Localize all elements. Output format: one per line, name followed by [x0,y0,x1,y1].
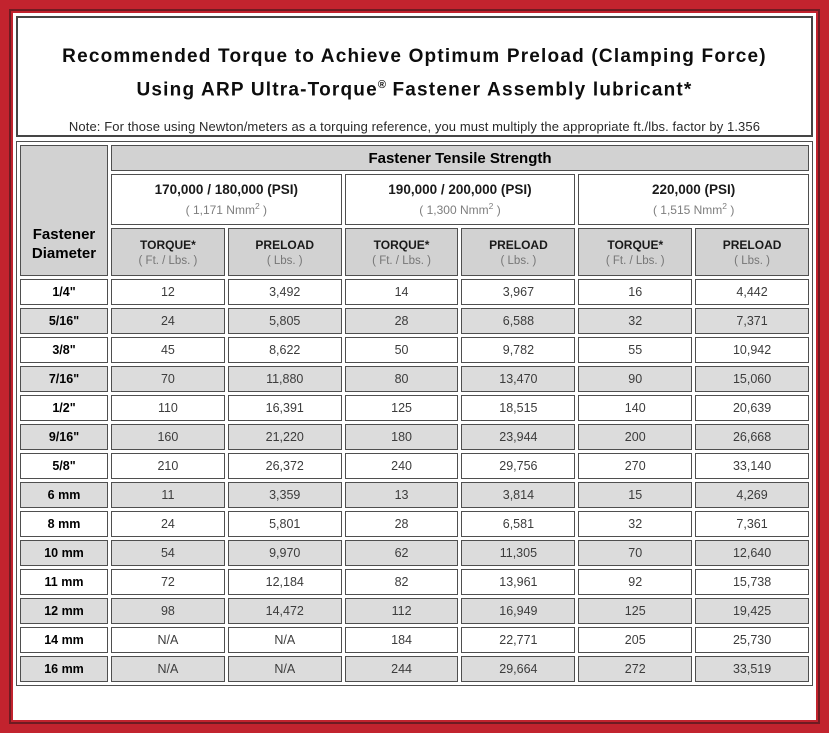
value-cell: 55 [578,337,692,363]
page-title-line-1: Recommended Torque to Achieve Optimum Preload (Clamping Force) [62,46,767,67]
table-row [20,482,809,508]
table-row [20,395,809,421]
table-row [20,569,809,595]
value-cell: 90 [578,366,692,392]
value-cell: 12 [111,279,225,305]
nmm-value: ( 1,171 Nmm$^2$ ) [185,201,268,217]
value-cell: 12,640 [695,540,809,566]
table-row [20,511,809,537]
value-cell: 16,949 [461,598,575,624]
preload-header-cell-0 [228,228,342,276]
value-cell: 11,880 [228,366,342,392]
diameter-cell: 11 mm [20,569,108,595]
value-cell: 9,782 [461,337,575,363]
tensile-strength-header-cell: Fastener Tensile Strength [111,145,809,171]
psi-header-cell-0 [111,174,342,225]
value-cell: 6,581 [461,511,575,537]
value-cell: 270 [578,453,692,479]
psi-value: 190,000 / 200,000 (PSI) [388,182,532,197]
nmm-value: ( 1,515 Nmm$^2$ ) [652,201,735,217]
superscript-2: 2 [722,201,728,211]
value-cell: 200 [578,424,692,450]
value-cell: 24 [111,511,225,537]
torque-table [16,141,813,686]
value-cell: 16 [578,279,692,305]
value-cell: 272 [578,656,692,682]
value-cell: 240 [345,453,459,479]
value-cell: 210 [111,453,225,479]
value-cell: 33,519 [695,656,809,682]
fastener-diameter-header-line2: Diameter [31,245,97,262]
diameter-cell: 9/16" [20,424,108,450]
value-cell: 82 [345,569,459,595]
value-cell: 12,184 [228,569,342,595]
diameter-cell: 1/4" [20,279,108,305]
value-cell: 50 [345,337,459,363]
value-cell: 72 [111,569,225,595]
value-cell: 54 [111,540,225,566]
value-cell: 92 [578,569,692,595]
nmm-value: ( 1,300 Nmm$^2$ ) [419,201,501,217]
value-cell: 244 [345,656,459,682]
value-cell: 4,269 [695,482,809,508]
note-text: Note: For those using Newton/meters as a torquing reference, you must multiply the appropriate ft./lbs. factor by 1.356 [68,119,761,135]
value-cell: 3,967 [461,279,575,305]
psi-header-cell-2 [578,174,809,225]
torque-label: TORQUE* [607,237,664,252]
psi-header-row [20,174,809,225]
value-cell: 4,442 [695,279,809,305]
value-cell: N/A [228,656,342,682]
value-cell: 70 [111,366,225,392]
superscript-2: 2 [488,201,494,211]
value-cell: 6,588 [461,308,575,334]
value-cell: 13,470 [461,366,575,392]
torque-header-cell-0 [111,228,225,276]
value-cell: 32 [578,308,692,334]
value-cell: 112 [345,598,459,624]
table-row [20,627,809,653]
value-cell: 8,622 [228,337,342,363]
value-cell: 15,738 [695,569,809,595]
table-row [20,337,809,363]
value-cell: 7,361 [695,511,809,537]
preload-label: PRELOAD [489,237,548,252]
value-cell: 16,391 [228,395,342,421]
value-cell: 7,371 [695,308,809,334]
value-cell: 25,730 [695,627,809,653]
diameter-cell: 14 mm [20,627,108,653]
table-row [20,598,809,624]
value-cell: N/A [111,627,225,653]
psi-value: 170,000 / 180,000 (PSI) [154,182,298,197]
value-cell: 21,220 [228,424,342,450]
content-area [13,13,816,720]
preload-unit: ( Lbs. ) [734,254,770,267]
table-row [20,424,809,450]
table-row [20,656,809,682]
psi-header-cell-1 [345,174,576,225]
value-cell: 70 [578,540,692,566]
diameter-cell: 1/2" [20,395,108,421]
value-cell: 32 [578,511,692,537]
value-cell: 5,805 [228,308,342,334]
table-row [20,279,809,305]
value-cell: 26,668 [695,424,809,450]
value-cell: 110 [111,395,225,421]
value-cell: N/A [228,627,342,653]
value-cell: 125 [345,395,459,421]
value-cell: 29,756 [461,453,575,479]
preload-unit: ( Lbs. ) [500,254,537,267]
torque-unit: ( Ft. / Lbs. ) [372,254,431,267]
torque-header-cell-2 [578,228,692,276]
value-cell: 125 [578,598,692,624]
value-cell: 3,814 [461,482,575,508]
value-cell: 11 [111,482,225,508]
value-cell: 28 [345,511,459,537]
table-row [20,366,809,392]
value-cell: 11,305 [461,540,575,566]
table-row [20,540,809,566]
superscript-2: 2 [254,201,260,211]
torque-unit: ( Ft. / Lbs. ) [138,254,198,267]
torque-label: TORQUE* [140,237,196,252]
fastener-diameter-header-line1: Fastener [32,226,96,243]
preload-header-cell-2 [695,228,809,276]
diameter-cell: 8 mm [20,511,108,537]
table-row [20,453,809,479]
diameter-cell: 5/8" [20,453,108,479]
value-cell: 15 [578,482,692,508]
value-cell: 10,942 [695,337,809,363]
title-line2-text-end: Fastener Assembly lubricant* [385,79,693,101]
diameter-cell: 5/16" [20,308,108,334]
torque-preload-header-row [20,228,809,276]
value-cell: 3,492 [228,279,342,305]
value-cell: 3,359 [228,482,342,508]
value-cell: 62 [345,540,459,566]
diameter-cell: 12 mm [20,598,108,624]
value-cell: 14,472 [228,598,342,624]
value-cell: 28 [345,308,459,334]
value-cell: 5,801 [228,511,342,537]
psi-value: 220,000 (PSI) [652,182,736,197]
page-title-line-2 [18,71,811,104]
diameter-cell: 3/8" [20,337,108,363]
preload-header-cell-1 [461,228,575,276]
tensile-strength-header-row [20,145,809,171]
table-row [20,308,809,334]
torque-unit: ( Ft. / Lbs. ) [605,254,665,267]
value-cell: 20,639 [695,395,809,421]
value-cell: 160 [111,424,225,450]
diameter-cell: 10 mm [20,540,108,566]
fastener-diameter-header-cell [20,145,108,276]
value-cell: 180 [345,424,459,450]
preload-label: PRELOAD [722,237,782,252]
value-cell: 33,140 [695,453,809,479]
value-cell: 9,970 [228,540,342,566]
value-cell: 45 [111,337,225,363]
preload-unit: ( Lbs. ) [266,254,303,267]
preload-label: PRELOAD [255,237,315,252]
value-cell: 23,944 [461,424,575,450]
value-cell: 13 [345,482,459,508]
title-line2-text: Using ARP Ultra-Torque [136,79,378,101]
diameter-cell: 16 mm [20,656,108,682]
value-cell: 15,060 [695,366,809,392]
torque-label: TORQUE* [373,237,430,252]
value-cell: 80 [345,366,459,392]
value-cell: 24 [111,308,225,334]
diameter-cell: 7/16" [20,366,108,392]
torque-header-cell-1 [345,228,459,276]
title-box [16,16,813,137]
value-cell: 98 [111,598,225,624]
value-cell: 140 [578,395,692,421]
value-cell: 22,771 [461,627,575,653]
value-cell: 19,425 [695,598,809,624]
registered-trademark-symbol: ® [377,79,386,91]
value-cell: 205 [578,627,692,653]
value-cell: 14 [345,279,459,305]
value-cell: 26,372 [228,453,342,479]
value-cell: 29,664 [461,656,575,682]
value-cell: 184 [345,627,459,653]
diameter-cell: 6 mm [20,482,108,508]
value-cell: N/A [111,656,225,682]
value-cell: 13,961 [461,569,575,595]
value-cell: 18,515 [461,395,575,421]
